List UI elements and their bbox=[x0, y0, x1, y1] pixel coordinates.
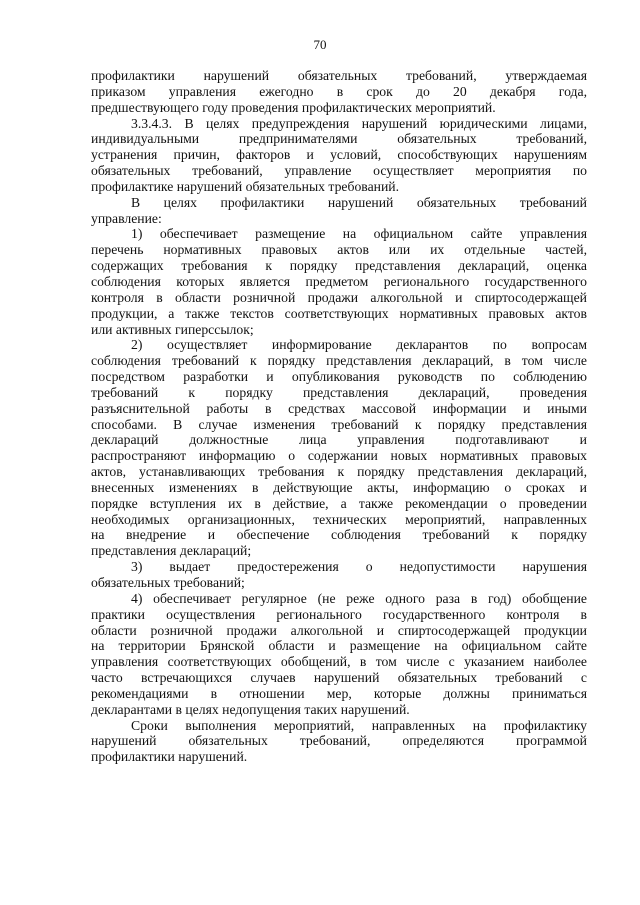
text-line: деклараций должностные лица управления подготавливают и bbox=[91, 432, 587, 448]
text-line: управления соответствующих обобщений, в том числе с указанием наиболее bbox=[91, 654, 587, 670]
text-line: соблюдения требований к порядку представления деклараций, в том числе bbox=[91, 353, 587, 369]
text-line: устранения причин, факторов и условий, способствующих нарушениям bbox=[91, 147, 587, 163]
text-line: нарушений обязательных требований, определяются программой bbox=[91, 733, 587, 749]
text-line: содержащих требования к порядку представления деклараций, оценка bbox=[91, 258, 587, 274]
text-line: перечень нормативных правовых актов или их отдельные частей, bbox=[91, 242, 587, 258]
page-number: 70 bbox=[313, 37, 327, 52]
text-line: профилактики нарушений. bbox=[91, 749, 248, 765]
text-line: актов, устанавливающих требования к порядку представления деклараций, bbox=[91, 464, 587, 480]
text-line: 4) обеспечивает регулярное (не реже одного раза в год) обобщение bbox=[131, 590, 587, 606]
text-line: профилактики нарушений обязательных требований, утверждаемая bbox=[91, 68, 587, 83]
text-line: продукции, а также текстов соответствующих нормативных правовых актов bbox=[91, 305, 587, 321]
text-line: декларантами в целях недопущения таких нарушений. bbox=[91, 701, 410, 717]
text-line: или активных гиперссылок; bbox=[91, 321, 254, 337]
text-line: контроля в области розничной продажи алкогольной и спиртосодержащей bbox=[91, 289, 587, 305]
text-line: индивидуальными предпринимателями обязательных требований, bbox=[91, 131, 587, 147]
text-line: на внедрение и обеспечение соблюдения требований к порядку bbox=[91, 527, 587, 543]
text-line: 3.3.4.3. В целях предупреждения нарушений юридическими лицами, bbox=[131, 115, 587, 131]
text-line: практики осуществления регионального государственного контроля в bbox=[91, 606, 587, 622]
document-body bbox=[91, 68, 587, 765]
text-line: обязательных требований, управление осуществляет мероприятия по bbox=[91, 163, 587, 179]
text-line: порядке вступления их в действие, а также рекомендации о проведении bbox=[91, 495, 587, 511]
text-line: приказом управления ежегодно в срок до 20 декабря года, bbox=[91, 83, 587, 99]
text-line: представления деклараций; bbox=[91, 543, 252, 559]
text-line: В целях профилактики нарушений обязательных требований bbox=[131, 194, 587, 210]
text-line: 1) обеспечивает размещение на официальном сайте управления bbox=[131, 226, 587, 242]
text-line: соблюдения которых является предметом регионального государственного bbox=[91, 273, 587, 289]
text-line: способами. В случае изменения требований к порядку представления bbox=[91, 416, 587, 432]
text-line: посредством разработки и опубликования руководств по соблюдению bbox=[91, 369, 587, 385]
text-line: необходимых организационных, технических мероприятий, направленных bbox=[91, 511, 587, 527]
text-line: области розничной продажи алкогольной и спиртосодержащей продукции bbox=[91, 622, 587, 638]
text-line: управление: bbox=[91, 210, 162, 226]
text-line: требований к порядку представления деклараций, проведения bbox=[91, 384, 587, 400]
text-line: разъяснительной работы в средствах массовой информации и иными bbox=[91, 400, 587, 416]
text-line: 3) выдает предостережения о недопустимости нарушения bbox=[131, 559, 587, 575]
text-line: обязательных требований; bbox=[91, 575, 245, 590]
text-line: внесенных изменениях в действующие акты, информацию о сроках и bbox=[91, 479, 587, 495]
text-line: распространяют информацию о содержании новых нормативных правовых bbox=[91, 448, 587, 464]
text-line: предшествующего году проведения профилактических мероприятий. bbox=[91, 99, 496, 115]
text-line: на территории Брянской области и размещение на официальном сайте bbox=[91, 638, 587, 654]
text-line: профилактике нарушений обязательных требований. bbox=[91, 178, 400, 194]
text-line: 2) осуществляет информирование декларантов по вопросам bbox=[131, 337, 587, 353]
text-line: Сроки выполнения мероприятий, направленных на профилактику bbox=[131, 717, 587, 733]
text-line: часто встречающихся случаев нарушений обязательных требований с bbox=[91, 670, 587, 686]
text-line: рекомендациями в отношении мер, которые должны приниматься bbox=[91, 685, 587, 701]
